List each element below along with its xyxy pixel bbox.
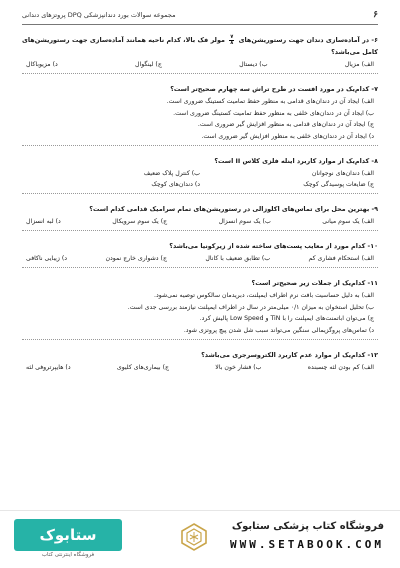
store-logo[interactable] bbox=[14, 519, 122, 561]
option-c[interactable]: ج) یک سوم سرویکال bbox=[112, 218, 168, 225]
store-url[interactable]: WWW.SETABOOK.COM bbox=[230, 538, 384, 551]
question-text: ۸- کدام‌یک از موارد کاربرد اینله فلزی کلاس II است؟ bbox=[214, 157, 378, 165]
option-c[interactable]: ج) می‌توان اباتمنت‌های ایمپلنت را با TiN و Low Speed پالیش کرد. bbox=[199, 315, 374, 322]
options bbox=[22, 361, 378, 373]
option-d[interactable]: د) زیبایی ناکافی bbox=[26, 255, 68, 262]
page-number: ۶ bbox=[373, 10, 378, 20]
question-10 bbox=[22, 240, 378, 268]
page-header bbox=[22, 8, 378, 25]
fraction-denominator: ۸ bbox=[230, 39, 234, 46]
store-name: فروشگاه کتاب پزشکی ستابوک bbox=[231, 521, 384, 532]
question-list bbox=[22, 34, 378, 382]
question-text-part: ۶- در آماده‌سازی دندان جهت رستوریشن‌های bbox=[238, 36, 378, 44]
options bbox=[22, 58, 378, 70]
option-b[interactable]: ب) فشار خون بالا bbox=[215, 364, 262, 371]
question-text bbox=[22, 34, 378, 58]
question-text: ۹- بهترین محل برای تماس‌های اکلوزالی در رستوریشن‌های تمام سرامیک قدامی کدام است؟ bbox=[89, 205, 378, 213]
option-a[interactable]: الف) مزیال bbox=[344, 61, 374, 68]
question-11 bbox=[22, 277, 378, 340]
question-8 bbox=[22, 155, 378, 194]
store-footer-banner bbox=[0, 510, 400, 568]
option-d[interactable]: د) مزیوباکال bbox=[26, 61, 58, 68]
question-text: ۷- کدام‌یک در مورد افست در طرح تراش سه چهارم صحیح‌تر است؟ bbox=[170, 85, 378, 93]
question-text-part: مولر فک بالا، کدام ناحیه همانند آماده‌سازی جهت رستوریشن‌های کامل می‌باشد؟ bbox=[22, 36, 378, 56]
logo-subtitle: فروشگاه اینترنتی کتاب bbox=[41, 552, 95, 558]
option-a[interactable]: الف) کم بودن لثه چسبنده bbox=[307, 364, 374, 371]
options bbox=[22, 252, 378, 264]
store-branding bbox=[230, 521, 384, 551]
header-title: مجموعه سوالات بورد دندانپزشکی DPQ پروتزهای دندانی bbox=[22, 11, 176, 19]
option-d[interactable]: د) لبه انسزال bbox=[26, 218, 61, 225]
question-12 bbox=[22, 349, 378, 373]
option-c[interactable]: ج) بیماری‌های کلیوی bbox=[116, 364, 170, 371]
options bbox=[22, 167, 378, 190]
option-a[interactable]: الف) ایجاد آن در دندان‌های قدامی به منظور حفظ تمامیت کستینگ ضروری است. bbox=[166, 98, 374, 105]
option-b[interactable]: ب) یک سوم انسزال bbox=[218, 218, 271, 225]
option-d[interactable]: د) هایپرتروفی لثه bbox=[26, 364, 71, 371]
option-c[interactable]: ج) ایجاد آن در دندان‌های قدامی به منظور افزایش گیر ضروری است. bbox=[197, 121, 374, 128]
option-b[interactable]: ب) تحلیل استخوان به میزان ۰/۱ میلی‌متر در سال در اطراف ایمپلنت نیازمند بررسی جدی است. bbox=[127, 303, 374, 311]
options bbox=[22, 95, 378, 142]
options bbox=[22, 215, 378, 227]
question-9 bbox=[22, 203, 378, 231]
logo-wordmark: ستابوک bbox=[14, 519, 122, 551]
option-a[interactable]: الف) به دلیل حساسیت بافت نرم اطراف ایمپلنت، دبریدمان سالکوس توصیه نمی‌شود. bbox=[154, 292, 374, 299]
option-b[interactable]: ب) دیستال bbox=[239, 61, 268, 68]
question-6 bbox=[22, 34, 378, 74]
option-c[interactable]: ج) ضایعات پوسیدگی کوچک bbox=[303, 181, 374, 188]
fraction-numerator: ۷ bbox=[230, 33, 234, 40]
option-c[interactable]: ج) لینگوال bbox=[134, 61, 162, 68]
option-d[interactable]: د) ایجاد آن در دندان‌های خلفی به منظور افزایش گیر ضروری است. bbox=[201, 132, 374, 140]
question-text: ۱۲- کدام‌یک از موارد عدم کاربرد الکتروسرجری می‌باشد؟ bbox=[201, 351, 378, 359]
option-a[interactable]: الف) یک سوم میانی bbox=[322, 218, 374, 225]
hexagon-emblem-icon bbox=[180, 523, 208, 551]
question-7 bbox=[22, 83, 378, 146]
option-d[interactable]: د) دندان‌های کوچک bbox=[151, 181, 200, 188]
option-b[interactable]: ب) کنترل پلاک ضعیف bbox=[143, 170, 200, 177]
option-d[interactable]: د) تماس‌های پروگزیمالی سنگین می‌تواند سبب شل شدن پیچ پروتزی شود. bbox=[183, 326, 374, 334]
question-text: ۱۱- کدام‌یک از جملات زیر صحیح‌تر است؟ bbox=[251, 279, 378, 287]
option-b[interactable]: ب) تطابق ضعیف با کانال bbox=[205, 255, 271, 262]
option-a[interactable]: الف) دندان‌های نوجوانان bbox=[311, 170, 374, 177]
option-a[interactable]: الف) استحکام فشاری کم bbox=[308, 255, 374, 262]
options bbox=[22, 289, 378, 336]
question-text: ۱۰- کدام مورد از معایب پست‌های ساخته شده از زیرکونیا می‌باشد؟ bbox=[169, 242, 378, 250]
option-c[interactable]: ج) دشواری خارج نمودن bbox=[105, 255, 167, 262]
fraction bbox=[229, 35, 234, 46]
option-b[interactable]: ب) ایجاد آن در دندان‌های خلفی به منظور حفظ تمامیت کستینگ ضروری است. bbox=[173, 109, 374, 117]
